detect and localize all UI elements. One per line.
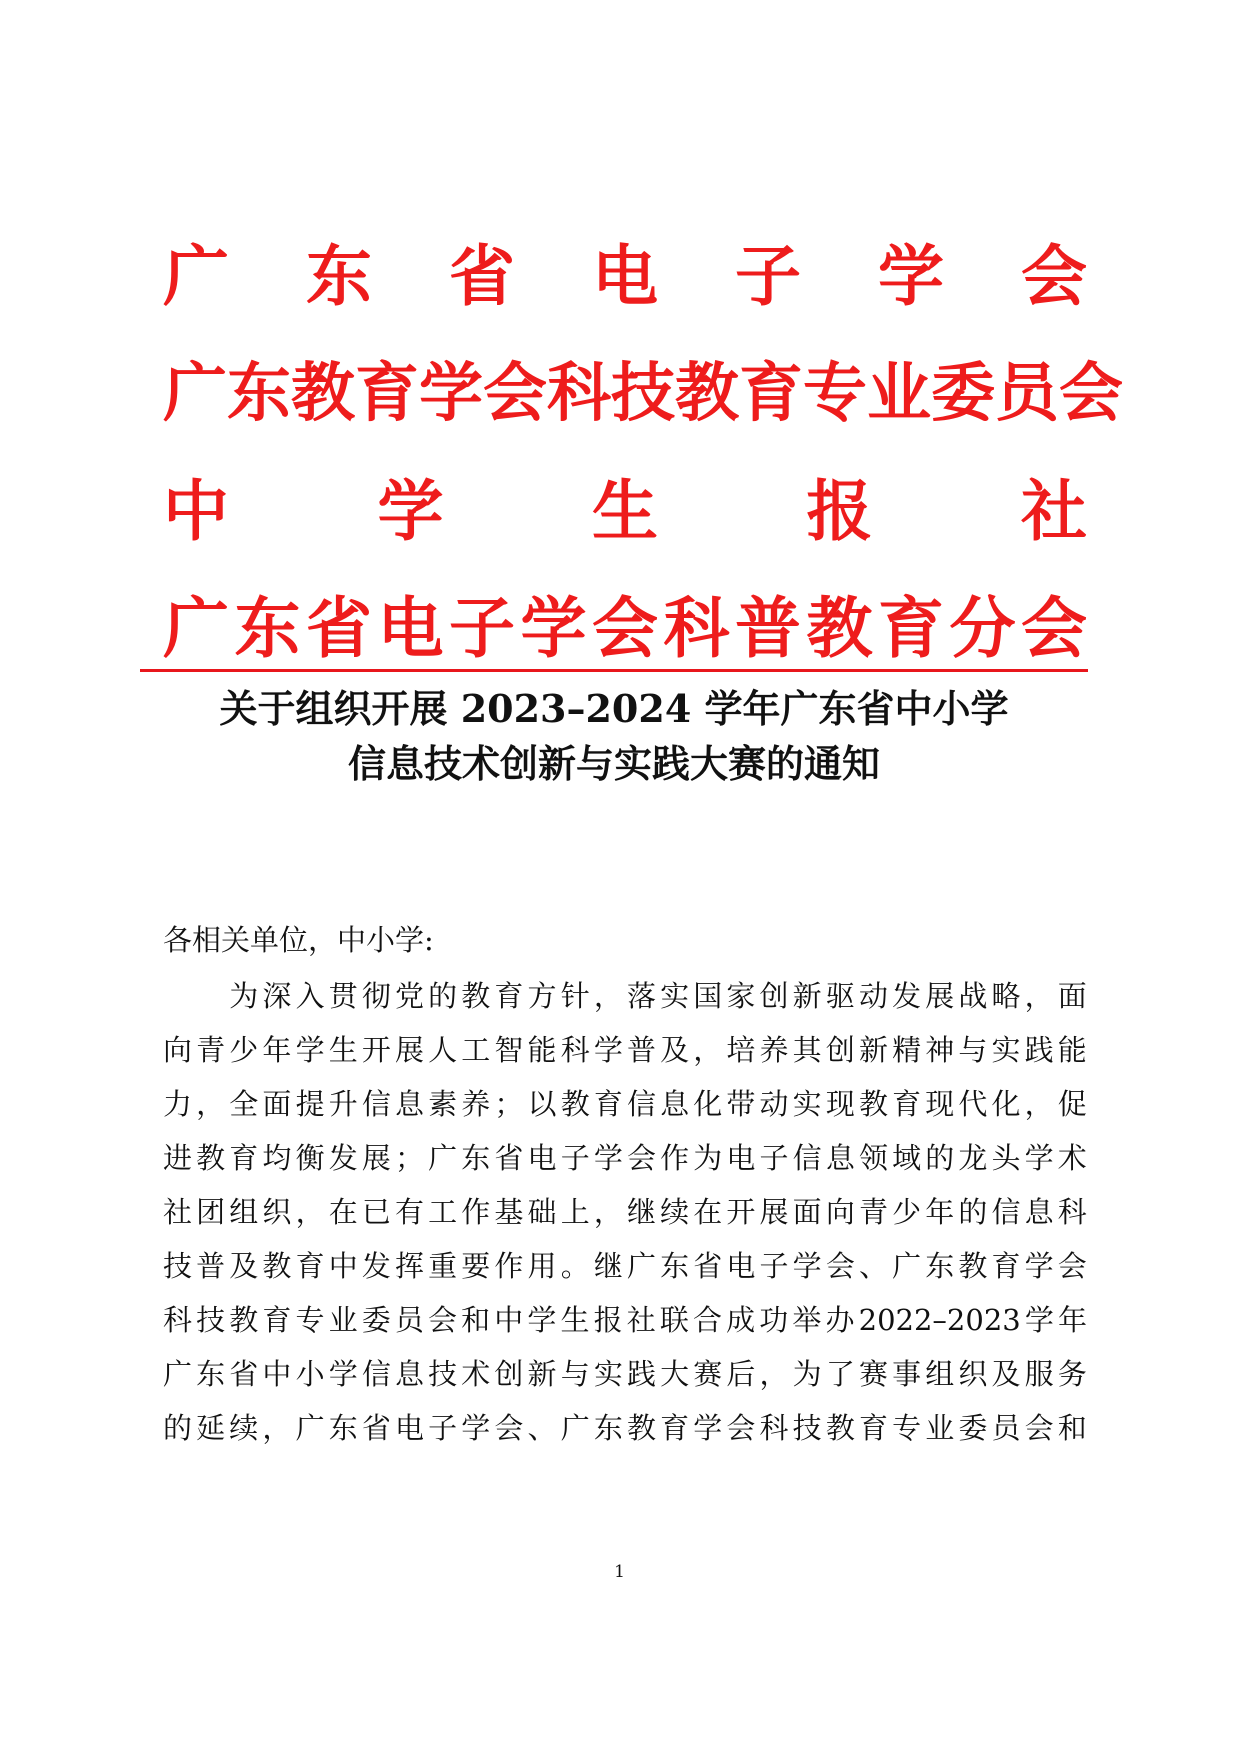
body-line-8: 广 东 省 中 小 学 信 息 技 术 创 新 与 实 践 大 赛 后 ， 为 了 赛 事 组 织 及 服 务 xyxy=(163,1357,1087,1391)
notice-title-line-2: 信息技术创新与实践大赛的通知 xyxy=(347,741,880,786)
header-org-2: 广 东 教 育 学 会 科 技 教 育 专 业 委 员 会 xyxy=(163,356,1123,431)
body-line-1: 为 深 入 贯 彻 党 的 教 育 方 针 ， 落 实 国 家 创 新 驱 动 发 展 战 略 ， 面 xyxy=(229,979,1087,1013)
body-line-5: 社 团 组 织 ， 在 已 有 工 作 基 础 上 ， 继 续 在 开 展 面 向 青 少 年 的 信 息 科 xyxy=(163,1195,1087,1229)
page-number: 1 xyxy=(614,1562,625,1582)
header-org-3: 中 学 生 报 社 xyxy=(163,472,1087,550)
body-line-2: 向 青 少 年 学 生 开 展 人 工 智 能 科 学 普 及 ， 培 养 其 创 新 精 神 与 实 践 能 xyxy=(163,1033,1087,1067)
notice-title-line-1: 关于组织开展 2023–2024 学年广东省中小学 xyxy=(219,686,1009,731)
body-line-6: 技 普 及 教 育 中 发 挥 重 要 作 用 。 继 广 东 省 电 子 学 会 、 广 东 教 育 学 会 xyxy=(163,1249,1087,1283)
header-org-1: 广 东 省 电 子 学 会 xyxy=(163,237,1087,315)
salutation: 各相关单位，中小学: xyxy=(163,923,434,957)
body-line-4: 进 教 育 均 衡 发 展 ； 广 东 省 电 子 学 会 作 为 电 子 信 息 领 域 的 龙 头 学 术 xyxy=(163,1141,1087,1175)
body-line-9: 的 延 续 ， 广 东 省 电 子 学 会 、 广 东 教 育 学 会 科 技 教 育 专 业 委 员 会 和 xyxy=(163,1411,1087,1445)
header-org-4: 广 东 省 电 子 学 会 科 普 教 育 分 会 xyxy=(163,589,1087,667)
red-divider-rule xyxy=(140,669,1088,672)
body-line-3: 力 ， 全 面 提 升 信 息 素 养 ； 以 教 育 信 息 化 带 动 实 现 教 育 现 代 化 ， 促 xyxy=(163,1087,1087,1121)
body-line-7: 科 技 教 育 专 业 委 员 会 和 中 学 生 报 社 联 合 成 功 举 办 2022–2023 学 年 xyxy=(163,1303,1087,1337)
